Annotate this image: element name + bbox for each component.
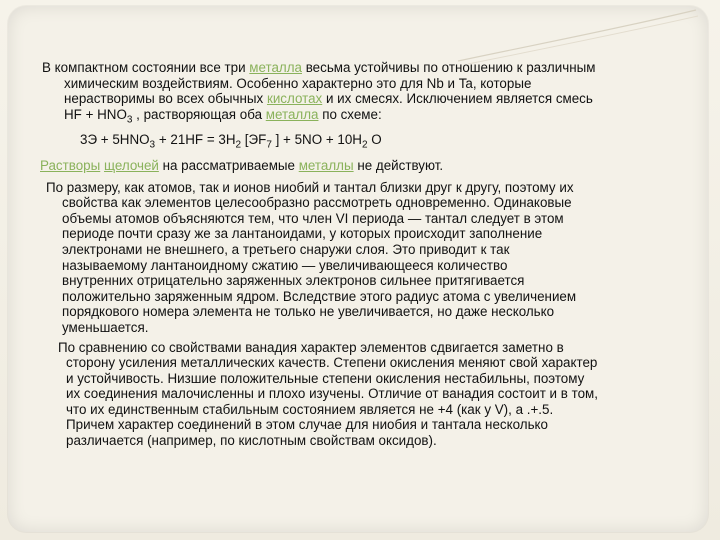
equation-part: 3Э + 5HNO bbox=[80, 132, 150, 148]
paragraph-comparison bbox=[42, 340, 692, 449]
slide-text bbox=[42, 60, 692, 449]
text-line: Причем характер соединений в этом случае для ниобия и тантала несколько bbox=[66, 417, 548, 433]
text-line: различается (например, по кислотным свойствам оксидов). bbox=[66, 433, 437, 449]
equation-part: O bbox=[367, 132, 382, 148]
text-line: периоде почти сразу же за лантаноидами, у которых происходит заполнение bbox=[62, 226, 543, 242]
text-line: положительно заряженным ядром. Вследствие этого радиус атома с увеличением bbox=[62, 288, 577, 304]
text-line: называемому лантаноидному сжатию — увеличивающееся количество bbox=[62, 257, 508, 273]
link-metals[interactable]: металлы bbox=[298, 157, 354, 173]
text-line: электронами не внешнего, а третьего снаружи слоя. Это приводит к так bbox=[62, 241, 510, 257]
decorative-curve bbox=[458, 6, 698, 66]
text: химическим воздействиям. Особенно характерно это для Nb и Ta, которые bbox=[64, 75, 532, 91]
text: весьма устойчивы по отношению к различным bbox=[302, 60, 596, 75]
paragraph-solutions bbox=[40, 158, 692, 174]
paragraph-intro bbox=[42, 60, 692, 126]
text: и их смесях. Исключением является смесь bbox=[322, 91, 593, 107]
text: HF + HNO bbox=[64, 106, 127, 122]
equation-part: + 21HF = 3H bbox=[155, 132, 236, 148]
text: по схеме: bbox=[318, 106, 382, 122]
subscript: 2 bbox=[361, 140, 368, 152]
text-line: По размеру, как атомов, так и ионов ниобий и тантал близки друг к другу, поэтому их bbox=[46, 179, 574, 195]
text-line: свойства как элементов целесообразно рассмотреть одновременно. Одинаковые bbox=[62, 195, 572, 211]
paragraph-size bbox=[42, 180, 692, 336]
link-metal-2[interactable]: металла bbox=[265, 106, 319, 122]
subscript: 3 bbox=[126, 114, 133, 126]
subscript: 7 bbox=[266, 140, 272, 152]
text-line: уменьшается. bbox=[62, 319, 149, 335]
text: , растворяющая оба bbox=[132, 106, 266, 122]
subscript: 2 bbox=[235, 140, 242, 152]
text-line: порядкового номера элемента не только не увеличивается, но даже несколько bbox=[62, 304, 555, 320]
link-solutions[interactable]: Растворы bbox=[40, 157, 101, 173]
text-line: внутренних отрицательно заряженных электронов сильнее притягивается bbox=[62, 273, 525, 289]
link-metal[interactable]: металла bbox=[249, 60, 302, 75]
text-line: что их единственным стабильным состоянием является не +4 (как у V), а .+.5. bbox=[66, 401, 554, 417]
text: В компактном состоянии все три bbox=[42, 60, 250, 75]
text-line: По сравнению со свойствами ванадия характер элементов сдвигается заметно в bbox=[58, 339, 564, 355]
text: нерастворимы во всех обычных bbox=[64, 91, 267, 107]
text-line: и устойчивость. Низшие положительные степени окисления нестабильны, поэтому bbox=[66, 370, 585, 386]
text-line: сторону усиления металлических качеств. Степени окисления меняют свой характер bbox=[66, 355, 598, 371]
spacer bbox=[42, 122, 692, 132]
link-acids[interactable]: кислотах bbox=[266, 91, 323, 107]
equation-part: [ЭF bbox=[241, 132, 267, 148]
subscript: 3 bbox=[149, 140, 156, 152]
link-alkalis[interactable]: щелочей bbox=[103, 157, 159, 173]
text: на рассматриваемые bbox=[158, 157, 299, 173]
chemical-equation bbox=[42, 132, 692, 152]
equation-part: ] + 5NO + 10H bbox=[271, 132, 362, 148]
text-line: объемы атомов объясняются тем, что член VI периода — тантал следует в этом bbox=[62, 210, 564, 226]
text: не действуют. bbox=[353, 157, 444, 173]
text-line: их соединения малочисленны и плохо изучены. Отличие от ванадия состоит и в том, bbox=[66, 386, 598, 402]
